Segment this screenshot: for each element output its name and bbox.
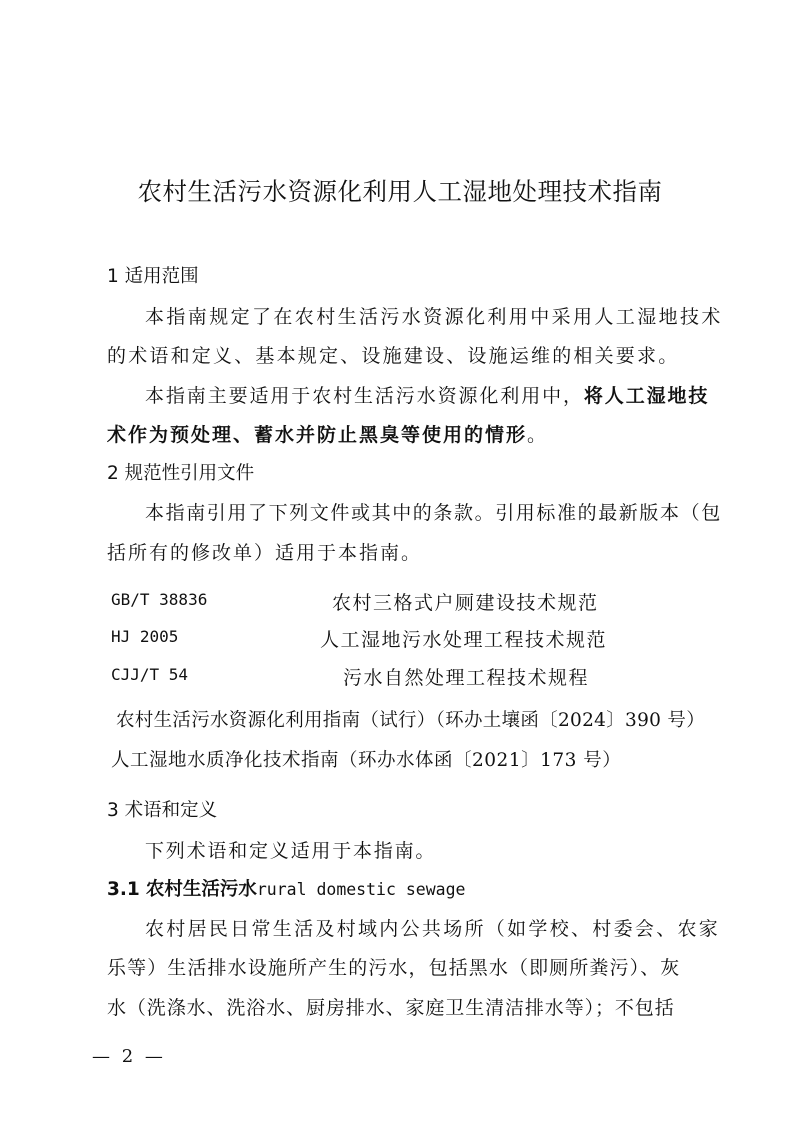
reference-code: HJ 2005 bbox=[111, 627, 179, 646]
section-heading-references: 2 规范性引用文件 bbox=[107, 463, 255, 484]
paragraph-line: 的术语和定义、基本规定、设施建设、设施运维的相关要求。 bbox=[107, 345, 680, 367]
paragraph-line: 乐等）生活排水设施所产生的污水，包括黑水（即厕所粪污）、灰 bbox=[107, 957, 681, 979]
paragraph-line: 括所有的修改单）适用于本指南。 bbox=[107, 542, 423, 564]
section-heading-terms: 3 术语和定义 bbox=[107, 800, 218, 821]
term-number: 3.1 bbox=[107, 879, 140, 900]
reference-document: 人工湿地水质净化技术指南（环办水体函〔2021〕173 号） bbox=[111, 750, 622, 771]
paragraph-bold-text: 术作为预处理、蓄水并防止黑臭等使用的情形 bbox=[107, 424, 528, 446]
term-heading bbox=[107, 875, 465, 901]
paragraph-bold-text: 将人工湿地技 bbox=[583, 385, 710, 407]
paragraph-line: 农村居民日常生活及村域内公共场所（如学校、村委会、农家 bbox=[145, 918, 721, 940]
term-english: rural domestic sewage bbox=[256, 880, 466, 899]
reference-document: 农村生活污水资源化利用指南（试行）（环办土壤函〔2024〕390 号） bbox=[116, 710, 706, 731]
reference-name: 污水自然处理工程技术规程 bbox=[343, 667, 590, 689]
paragraph-line: 水（洗涤水、洗浴水、厨房排水、家庭卫生清洁排水等）；不包括 bbox=[107, 997, 675, 1019]
paragraph-line: 本指南规定了在农村生活污水资源化利用中采用人工湿地技术 bbox=[145, 306, 723, 328]
paragraph-line bbox=[145, 381, 709, 408]
reference-name: 人工湿地污水处理工程技术规范 bbox=[320, 629, 608, 651]
reference-code: GB/T 38836 bbox=[111, 590, 208, 609]
paragraph-text: 本指南主要适用于农村生活污水资源化利用中， bbox=[145, 385, 584, 407]
paragraph-line: 下列术语和定义适用于本指南。 bbox=[145, 840, 437, 862]
term-chinese: 农村生活污水 bbox=[145, 879, 257, 900]
paragraph-text: 。 bbox=[527, 424, 549, 446]
paragraph-line bbox=[107, 420, 548, 447]
page-title: 农村生活污水资源化利用人工湿地处理技术指南 bbox=[137, 177, 663, 206]
paragraph-line: 本指南引用了下列文件或其中的条款。引用标准的最新版本（包 bbox=[145, 502, 722, 524]
reference-code: CJJ/T 54 bbox=[111, 665, 189, 684]
page-number: — 2 — bbox=[92, 1046, 166, 1067]
section-heading-scope: 1 适用范围 bbox=[107, 266, 199, 287]
reference-name: 农村三格式户厕建设技术规范 bbox=[332, 592, 599, 614]
